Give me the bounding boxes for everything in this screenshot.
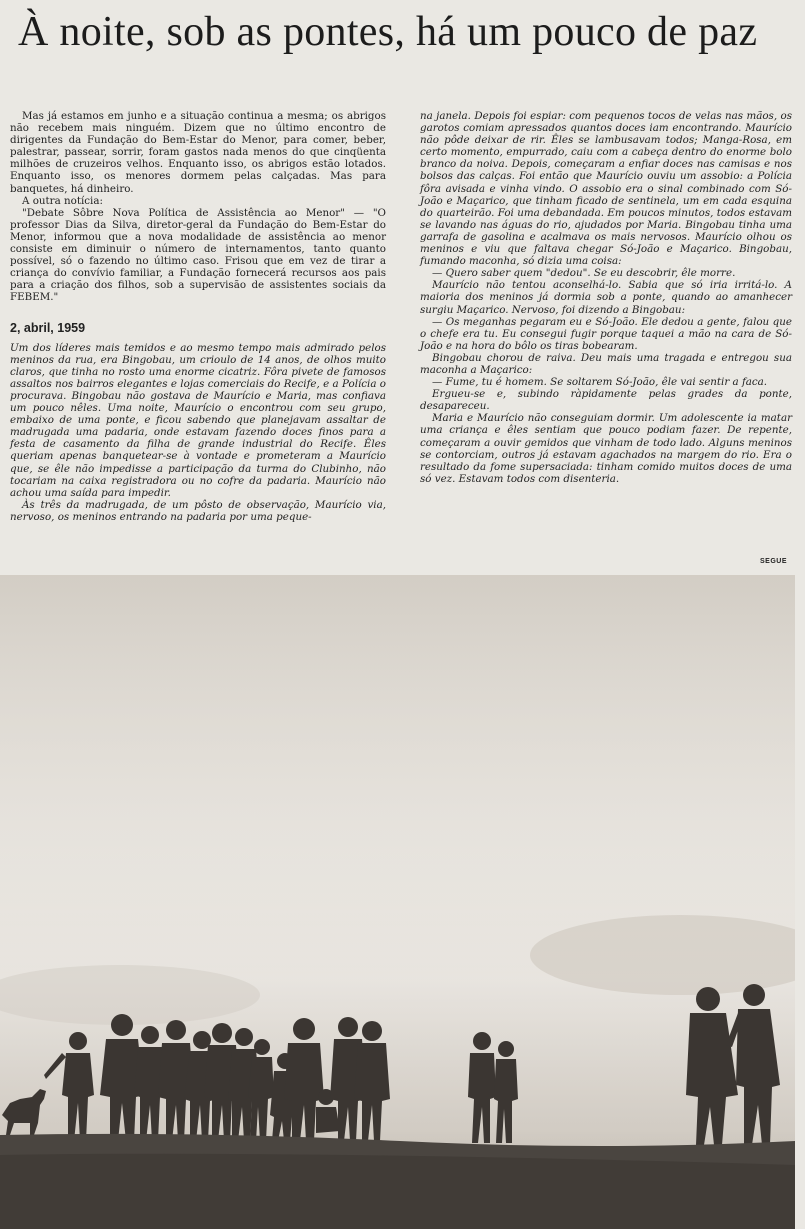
continued-label: SEGUE	[760, 558, 788, 565]
story-paragraph: na janela. Depois foi espiar: com pequenos tocos de velas nas mãos, os garotos comiam apressados quantos doces iam encontrando. Maurício não pôde deixar de rir. Êles se lambusavam todos; Manga-Rosa, em certo momento, empurrado, caiu com a cabeça dentro do enorme bolo branco da noiva. Depois, começaram a enfiar doces nas camisas e nos bolsos das calças. Foi então que Maurício ouviu um assobio: a Polícia fôra avisada e vinha vindo. O assobio era o sinal combinado com Só-João e Maçarico, que tinham ficado de sentinela, um em cada esquina do quarteirão. Foi uma debandada. Em poucos minutos, todos estavam se lavando nas águas do rio, ajudados por Maria. Bingobau tinha uma garrafa de gasolina e acalmava os mais nervosos. Maurício olhou os meninos e viu que faltava chegar Só-João e Maçarico. Bingobau, fumando maconha, só dizia uma coisa:	[420, 110, 792, 268]
story-paragraph: Maria e Maurício não conseguiam dormir. Um adolescente ia matar uma criança e êles sentiam que pouco podiam fazer. De repente, começaram a ouvir gemidos que vinham de todo lado. Alguns meninos se contorciam, outros já estavam agachados na margem do rio. Era o resultado da fome supersaciada: tinham comido muitos doces de uma só vez. Estavam todos com disenteria.	[420, 412, 792, 485]
silhouette-illustration	[0, 575, 795, 1229]
story-paragraph: — Os meganhas pegaram eu e Só-João. Ele dedou a gente, falou que o chefe era tu. Eu consegui fugir porque taquei a mão na cara de Só-João e na hora do bôlo os tiras bobearam.	[420, 315, 792, 352]
intro-paragraph: "Debate Sôbre Nova Política de Assistência ao Menor" — "O professor Dias da Silva, diretor-geral da Fundação do Bem-Estar do Menor, informou que a nova modalidade de assistência ao menor consiste em diminuir o número de internamentos, tanto quanto possível, só o fazendo no último caso. Frisou que em vez de tirar a criança do convívio familiar, a Fundação fornecerá recursos aos pais para a criação dos filhos, sob a supervisão de assistentes sociais da FEBEM."	[10, 206, 386, 304]
story-paragraph: — Fume, tu é homem. Se soltarem Só-João, êle vai sentir a faca.	[432, 376, 768, 389]
photo-children-silhouettes	[0, 575, 795, 1229]
story-paragraph: Um dos líderes mais temidos e ao mesmo tempo mais admirado pelos meninos da rua, era Bingobau, um crioulo de 14 anos, de olhos muito claros, que tinha no rosto uma enorme cicatriz. Fôra pivete de famosos assaltos nos bairros elegantes e lojas comerciais do Recife, e a Polícia o procurava. Bingobau não gostava de Maurício e Maria, mas confiava um pouco nêles. Uma noite, Maurício o encontrou com seu grupo, embaixo de uma ponte, e ficou sabendo que planejavam assaltar de madrugada uma padaria, onde estavam fazendo doces finos para a festa de casamento da filha de grande industrial do Recife. Êles queriam apenas banquetear-se à vontade e prometeram a Maurício que, se êle não impedisse a participação da turma do Clubinho, não tocariam na caixa registradora ou no cofre da padaria. Maurício não achou uma saída para impedir.	[10, 341, 386, 499]
story-paragraph: Maurício não tentou aconselhá-lo. Sabia que só iria irritá-lo. A maioria dos meninos já dormia sob a ponte, quando ao amanhecer surgiu Maçarico. Nervoso, foi dizendo a Bingobau:	[420, 279, 792, 316]
story-paragraph: Ergueu-se e, subindo ràpidamente pelas grades da ponte, desapareceu.	[420, 388, 792, 413]
date-heading: 2, abril, 1959	[10, 320, 86, 335]
page-title: À noite, sob as pontes, há um pouco de paz	[18, 9, 758, 55]
right-column	[420, 110, 792, 485]
story-paragraph: — Quero saber quem "dedou". Se eu descobrir, êle morre.	[432, 267, 736, 280]
story-paragraph: Às três da madrugada, de um pôsto de observação, Maurício via, nervoso, os meninos entrando na padaria por uma peque-	[10, 498, 386, 523]
intro-paragraph: A outra notícia:	[22, 194, 103, 207]
left-column	[10, 110, 386, 523]
intro-paragraph: Mas já estamos em junho e a situação continua a mesma; os abrigos não recebem mais ninguém. Dizem que no último encontro de dirigentes da Fundação do Bem-Estar do Menor, para comer, beber, palestrar, passear, sorrir, foram gastos nada menos do que cinqüenta milhões de cruzeiros velhos. Enquanto isso, os abrigos estão lotados. Enquanto isso, os menores dormem pelas calçadas. Mas para banquetes, há dinheiro.	[10, 110, 386, 195]
story-paragraph: Bingobau chorou de raiva. Deu mais uma tragada e entregou sua maconha a Maçarico:	[420, 351, 792, 376]
